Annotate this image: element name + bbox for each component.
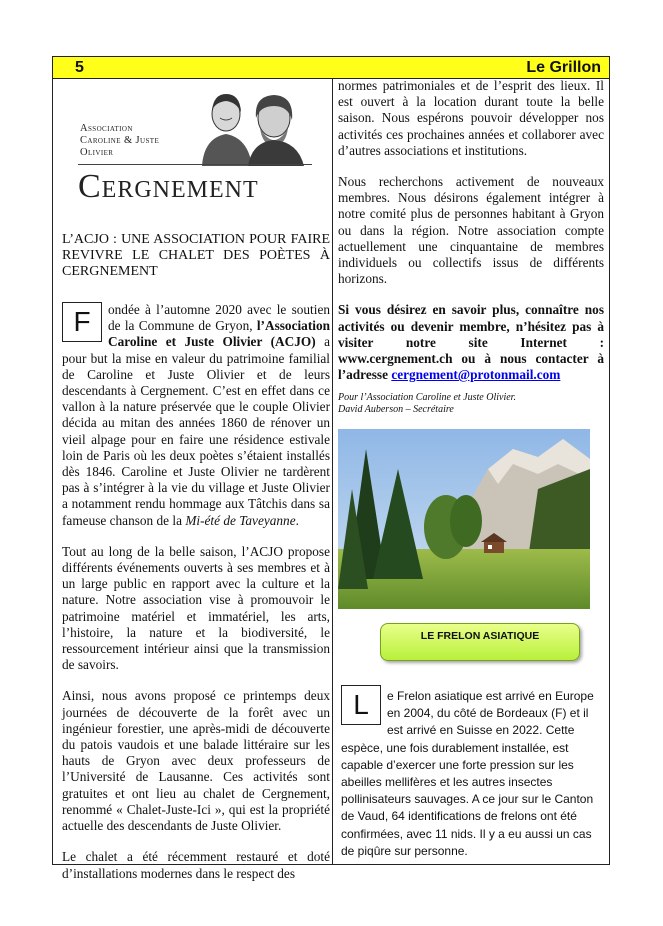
- logo-line-2: Caroline & Juste: [80, 135, 160, 146]
- frelon-body: e Frelon asiatique est arrivé en Europe en 2004, du côté de Bordeaux (F) et il est arrivé en Suisse en 2022. Cette espèce, une fois durablement installée, est capable d’exercer une forte pression sur les abeilles mellifères et les autres insectes pollinisateurs sauvages. A ce jour sur le Canton de Vaud, 64 identifications de frelons ont été confirmées, avec 11 nids. Il y a eu aussi un cas de piqûre sur personne.: [341, 689, 594, 858]
- p1-association-name: l’Association Caroline et Juste Olivier (ACJO): [108, 318, 330, 350]
- article-paragraph-1: [62, 302, 330, 529]
- logo-line-1: Association: [80, 123, 133, 134]
- right-paragraph-1: normes patrimoniales et de l’esprit des lieux. Il est ouvert à la location durant toute la belle saison. Nous espérons pouvoir développer nos activités ces prochaines années et collaborer avec d’autres associations et institutions.: [338, 78, 604, 158]
- p1-intro: ondée à l’automne 2020 avec le soutien de la Commune de Gryon,: [108, 302, 330, 334]
- signature-line-2: David Auberson – Secrétaire: [338, 404, 454, 416]
- article-paragraph-2: Tout au long de la belle saison, l’ACJO propose différents événements ouverts à ses membres et à un large public en rapport avec la culture et la nature. Notre association vise à promouvoir le patrimoine matériel et immatériel, les arts, l’histoire, la nature et la biodiversité, le ressourcement intérieur ainsi que la transmission de savoirs.: [62, 543, 330, 673]
- right-column: [338, 78, 604, 416]
- email-link[interactable]: cergnement@protonmail.com: [391, 367, 561, 383]
- page-header: [53, 57, 609, 79]
- frelon-article: [341, 688, 605, 860]
- logo-line-3: Olivier: [80, 147, 114, 158]
- signature: [338, 392, 604, 416]
- right-paragraph-2: Nous recherchons activement de nouveaux membres. Nous désirons également intégrer à notre comité plus de personnes habitant à Gryon ou dans la région. Notre association compte actuellement une cinquantaine de membres individuels ou collectifs issus de différents horizons.: [338, 174, 604, 287]
- signature-line-1: Pour l’Association Caroline et Juste Olivier.: [338, 392, 516, 404]
- p1-end: .: [295, 512, 299, 528]
- frelon-section-banner: LE FRELON ASIATIQUE: [380, 623, 580, 661]
- dropcap-f: F: [62, 302, 102, 342]
- p1-body: a pour but la mise en valeur du patrimoine familial de Caroline et Juste Olivier et de leurs descendants à Cergnement. C’est en effet dans ce vallon à la nature préservée que le couple Olivier décida au mitan des années 1860 de rénover un vieil alpage pour en faire une résidence estivale loin de Paris où les deux poètes s’étaient installés dès 1846. Caroline et Juste Olivier ne tardèrent pas à s’intégrer à la vie du village et Juste Olivier a notamment rendu hommage aux Tâtchis dans sa fameuse chanson de la: [62, 334, 330, 528]
- portraits-illustration: [190, 88, 312, 166]
- column-divider: [332, 79, 333, 865]
- article-paragraph-4: Le chalet a été récemment restauré et doté d’installations modernes dans le respect des: [62, 849, 330, 881]
- logo-wordmark: Cergnement: [78, 168, 259, 205]
- page-number: 5: [75, 59, 84, 76]
- contact-text: Si vous désirez en savoir plus, connaître nos activités ou devenir membre, n’hésitez pas à visiter notre site Internet : www.cergnement.ch ou à nous contacter à l’adresse: [338, 302, 604, 383]
- logo-divider: [78, 164, 312, 165]
- newsletter-title: Le Grillon: [526, 59, 601, 76]
- dropcap-l: L: [341, 685, 381, 725]
- chalet-landscape-photo: [338, 429, 590, 609]
- logo-association-text: [80, 123, 159, 159]
- contact-paragraph: [338, 302, 604, 383]
- p1-song-title: Mi-été de Taveyanne: [185, 512, 296, 528]
- article-paragraph-3: Ainsi, nous avons proposé ce printemps deux journées de découverte de la forêt avec un ingénieur forestier, une après-midi de découverte du patois vaudois et une balade littéraire sur les hauts de Gryon avec deux professeurs de l’Université de Lausanne. Ces activités sont gratuites et ont lieu au chalet de Cergnement, renommé « Chalet-Juste-Ici », qui est la propriété actuelle des descendants de Juste Olivier.: [62, 688, 330, 834]
- left-column: [62, 232, 330, 897]
- article-headline: L’ACJO : UNE ASSOCIATION POUR FAIRE REVIVRE LE CHALET DES POÈTES À CERGNEMENT: [62, 232, 330, 279]
- acjo-logo: [78, 88, 314, 212]
